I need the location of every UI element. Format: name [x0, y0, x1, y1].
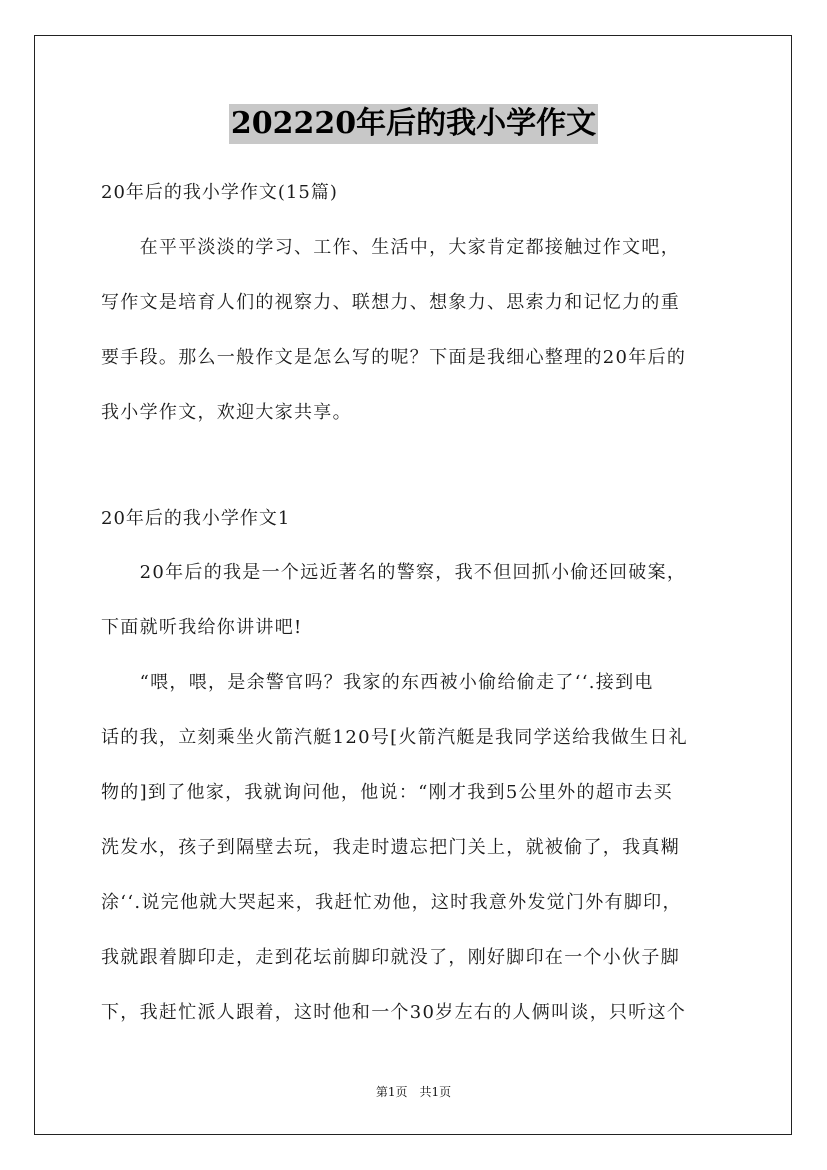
- body-paragraph: [101, 545, 731, 1040]
- document-title: 202220年后的我小学作文: [229, 104, 598, 144]
- title-wrap: [0, 104, 827, 144]
- section-heading: 20年后的我小学作文1: [101, 508, 291, 529]
- body-line: 物的]到了他家，我就询问他，他说：“刚才我到5公里外的超市去买: [101, 782, 673, 803]
- body-line: 20年后的我是一个远近著名的警察，我不但回抓小偷还回破案，: [101, 562, 687, 583]
- intro-paragraph: [101, 220, 731, 440]
- body-line: 我就跟着脚印走，走到花坛前脚印就没了，刚好脚印在一个小伙子脚: [101, 947, 680, 968]
- body-line: 涂‘‘.说完他就大哭起来，我赶忙劝他，这时我意外发觉门外有脚印，: [101, 892, 682, 913]
- intro-line: 要手段。那么一般作文是怎么写的呢？下面是我细心整理的20年后的: [101, 347, 687, 368]
- intro-line: 写作文是培育人们的视察力、联想力、想象力、思索力和记忆力的重: [101, 292, 680, 313]
- body-line: 下，我赶忙派人跟着，这时他和一个30岁左右的人俩叫谈，只听这个: [101, 1002, 687, 1023]
- intro-line: 在平平淡淡的学习、工作、生活中，大家肯定都接触过作文吧，: [101, 237, 680, 258]
- intro-line: 我小学作文，欢迎大家共享。: [101, 402, 352, 423]
- body-line: 话的我，立刻乘坐火箭汽艇120号[火箭汽艇是我同学送给我做生日礼: [101, 727, 688, 748]
- document-subtitle: 20年后的我小学作文(15篇): [101, 182, 338, 203]
- body-line: “喂，喂，是余警官吗？我家的东西被小偷给偷走了‘‘.接到电: [101, 672, 654, 693]
- page-number-label: 第1页 共1页: [375, 1085, 452, 1099]
- body-line: 下面就听我给你讲讲吧!: [101, 617, 303, 638]
- body-line: 洗发水，孩子到隔壁去玩，我走时遗忘把门关上，就被偷了，我真糊: [101, 837, 680, 858]
- page-footer: [0, 1082, 827, 1102]
